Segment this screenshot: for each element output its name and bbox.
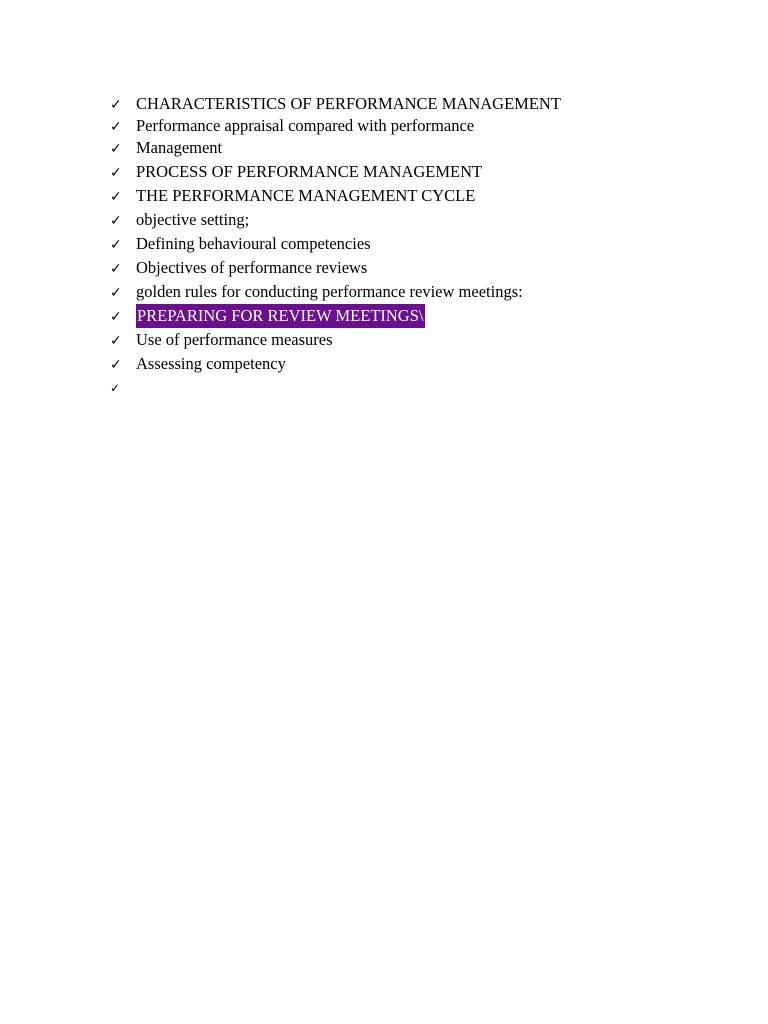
list-item-text: THE PERFORMANCE MANAGEMENT CYCLE bbox=[136, 186, 476, 205]
checklist bbox=[110, 92, 561, 400]
checkmark-icon: ✓ bbox=[110, 333, 122, 349]
list-item bbox=[110, 160, 561, 184]
list-item-text: Use of performance measures bbox=[136, 330, 333, 349]
list-item bbox=[110, 280, 561, 304]
checkmark-icon: ✓ bbox=[110, 119, 122, 135]
list-item-text: Assessing competency bbox=[136, 354, 286, 373]
list-item-text: Performance appraisal compared with performance bbox=[136, 116, 475, 135]
highlighted-list-item-text: PREPARING FOR REVIEW MEETINGS\ bbox=[136, 304, 425, 328]
checkmark-icon: ✓ bbox=[110, 261, 122, 277]
list-item-text: PROCESS OF PERFORMANCE MANAGEMENT bbox=[136, 162, 483, 181]
list-item-text: Objectives of performance reviews bbox=[136, 258, 368, 277]
list-item-text: Defining behavioural competencies bbox=[136, 234, 371, 253]
list-item bbox=[110, 232, 561, 256]
list-item bbox=[110, 184, 561, 208]
list-item bbox=[110, 136, 561, 160]
list-item-text: CHARACTERISTICS OF PERFORMANCE MANAGEMENT bbox=[136, 94, 561, 113]
list-item bbox=[110, 352, 561, 376]
checkmark-icon: ✓ bbox=[110, 357, 122, 373]
checkmark-icon: ✓ bbox=[110, 285, 122, 301]
list-item bbox=[110, 328, 561, 352]
checkmark-icon: ✓ bbox=[110, 309, 122, 325]
list-item bbox=[110, 304, 561, 328]
checkmark-icon: ✓ bbox=[110, 213, 122, 229]
checkmark-icon: ✓ bbox=[110, 141, 122, 157]
list-item-text: golden rules for conducting performance review meetings: bbox=[136, 282, 523, 301]
checkmark-icon: ✓ bbox=[110, 165, 122, 181]
list-item bbox=[110, 116, 561, 136]
checkmark-icon: ✓ bbox=[110, 237, 122, 253]
checkmark-icon: ✓ bbox=[110, 97, 122, 113]
list-item bbox=[110, 256, 561, 280]
list-item bbox=[110, 208, 561, 232]
checkmark-icon: ✓ bbox=[110, 381, 121, 395]
list-item bbox=[110, 376, 561, 400]
checkmark-icon: ✓ bbox=[110, 189, 122, 205]
list-item-text: Management bbox=[136, 138, 223, 157]
list-item-text: objective setting; bbox=[136, 210, 250, 229]
list-item bbox=[110, 92, 561, 116]
